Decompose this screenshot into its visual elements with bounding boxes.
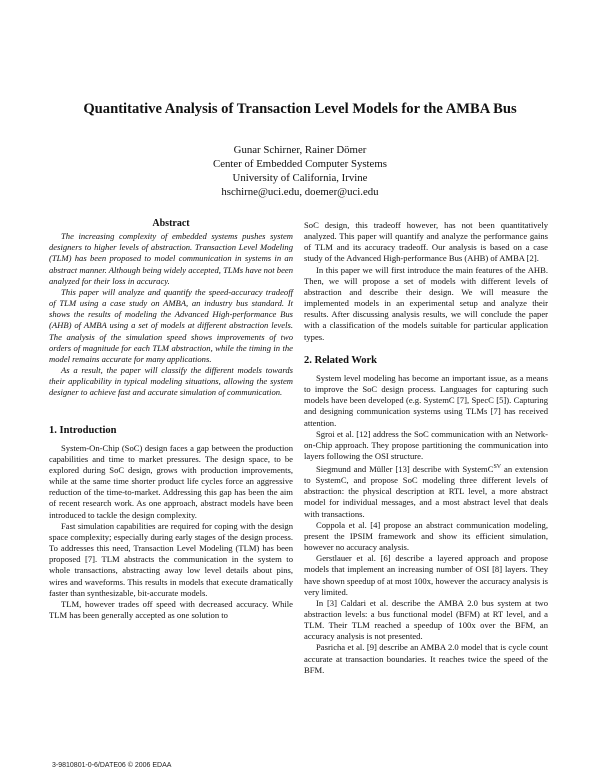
abstract-section — [49, 218, 293, 399]
author-affiliation: Center of Embedded Computer Systems — [213, 158, 387, 170]
intro-continued-paragraph: SoC design, this tradeoff however, has not been quantitatively analyzed. This paper will quantify and analyze the performance gains of TLM and its accuracy tradeoff. Our analysis is based on a case study of the Advanced High-performance Bus (AHB) of AMBA [2]. — [304, 220, 548, 264]
abstract-paragraph-3: As a result, the paper will classify the different models towards their applicability in typical modeling situations, allowing the system designer to achieve fast and accurate simulation of communication. — [49, 365, 293, 398]
right-column — [304, 220, 548, 676]
related-work-heading: 2. Related Work — [304, 354, 378, 366]
intro-paragraph-3: TLM, however trades off speed with decreased accuracy. While TLM has been generally accepted as one solution to — [49, 598, 293, 620]
related-paragraph-7: Pasricha et al. [9] describe an AMBA 2.0 model that is cycle count accurate at transaction boundaries. It reaches twice the speed of the BFM. — [304, 642, 548, 675]
intro-paragraph-2: Fast simulation capabilities are required for coping with the design space complexity; especially during early stages of the design process. To addresses this need, Transaction Level Modeling (TLM) has been proposed [7]. TLM abstracts the communication in the system to whole transactions, abstracting away low level details about pins, wires and waveforms. This results in models that execute dramatically faster than synthesizable, bit-accurate models. — [49, 520, 293, 598]
related-paragraph-5: Gerstlauer et al. [6] describe a layered approach and propose models that implement an increasing number of OSI [8] layers. They have shown speedup of at most 100x, however the accuracy analysis is very limited. — [304, 553, 548, 597]
left-column — [49, 218, 293, 621]
related-paragraph-1: System level modeling has become an important issue, as a means to improve the SoC design process. Languages for capturing such models have been developed (e.g. SystemC [7], SpecC [5]). Capturing and designing communication systems using TLMs [7] has received attention. — [304, 372, 548, 428]
related-paragraph-3 — [304, 462, 548, 520]
related-paragraph-2: Sgroi et al. [12] address the SoC communication with an Network-on-Chip approach. They propose partitioning the communication into layers following the OSI structure. — [304, 428, 548, 461]
copyright-footer: 3-9810801-0-6/DATE06 © 2006 EDAA — [52, 762, 172, 769]
intro-paragraph-1: System-On-Chip (SoC) design faces a gap between the production capabilities and time to market pressures. The design space, to be explored during SoC design, grows with production improvements, while at the same time shorter product life cycles force an aggressive reduction of the time-to-market. Addressing this gap has been the aim of recent research work. As one approach, abstract models have been introduced to tackle the design complexity. — [49, 442, 293, 520]
author-university: University of California, Irvine — [232, 172, 368, 184]
introduction-heading: 1. Introduction — [49, 424, 117, 436]
author-names: Gunar Schirner, Rainer Dömer — [233, 144, 367, 156]
related-paragraph-4: Coppola et al. [4] propose an abstract communication modeling, present the IPSIM framework and show its efficient simulation, however no accuracy analysis. — [304, 519, 548, 553]
author-emails: hschirne@uci.edu, doemer@uci.edu — [221, 186, 379, 198]
related-p3-start: Siegmund and Müller [13] describe with SystemC — [316, 463, 494, 474]
intro-paragraph-4: In this paper we will first introduce the main features of the AHB. Then, we will propose a set of models with different levels of abstraction and describe their design. We will measure the implemented models in an experimental setup and analyze their results. After discussing analysis results, we will conclude the paper with a classification of the models suitable for particular application types. — [304, 264, 548, 342]
abstract-paragraph-1: The increasing complexity of embedded systems pushes system designers to higher levels of abstraction. Transaction Level Modeling (TLM) has been proposed to model communication in systems in an abstract manner. Although being widely accepted, TLMs have not been analyzed for their loss in accuracy. — [49, 231, 294, 286]
abstract-paragraph-2: This paper will analyze and quantify the speed-accuracy tradeoff of TLM using a case study on AMBA, an industry bus standard. It shows the results of modeling the Advanced High-performance Bus (AHB) of AMBA using a set of models at different abstraction levels. The analysis of the simulation speed shows improvements of two orders of magnitude for each TLM abstraction, while the timing in the model remains accurate for many applications. — [49, 286, 293, 364]
author-block — [0, 143, 600, 199]
related-paragraph-6: In [3] Caldari et al. describe the AMBA 2.0 bus system at two abstraction levels: a bus functional model (BFM) at RT level, and a TLM. Their TLM reached a speedup of 100x over the BFM, an accuracy analysis is not presented. — [304, 597, 548, 642]
related-p3-end: an extension to SystemC, and propose SoC modeling three different levels of abstraction: the physical description at RTL level, a more abstract model for individual messages, and a most abstract level that deals with transactions. — [304, 463, 548, 519]
related-p3-superscript: SV — [493, 464, 502, 471]
abstract-heading: Abstract — [152, 218, 190, 229]
paper-title: Quantitative Analysis of Transaction Level Models for the AMBA Bus — [83, 101, 517, 117]
